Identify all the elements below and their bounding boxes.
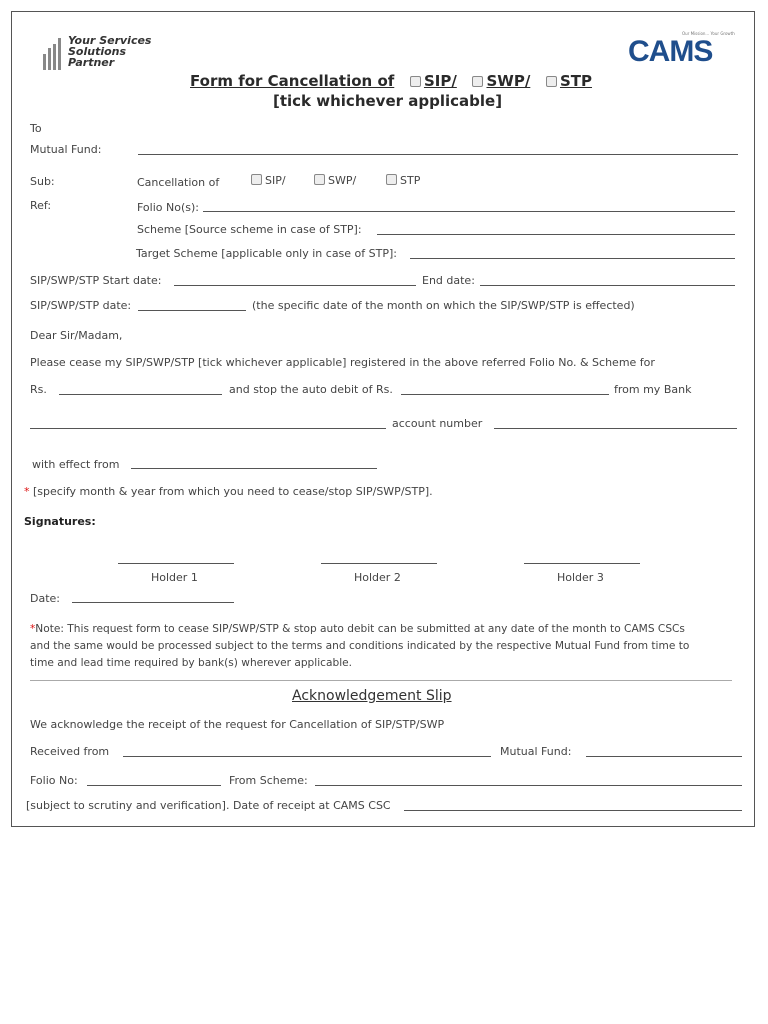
mutual-fund-label: Mutual Fund: (30, 143, 102, 156)
ref-label: Ref: (30, 199, 52, 212)
from-scheme-label: From Scheme: (229, 774, 308, 787)
sub-swp-checkbox[interactable] (314, 174, 325, 185)
specify-note: * [specify month & year from which you need to cease/stop SIP/SWP/STP]. (24, 485, 433, 498)
title-stp-checkbox[interactable] (546, 76, 557, 87)
section-divider (30, 680, 732, 681)
signatures-label: Signatures: (24, 515, 96, 528)
form-title: Form for Cancellation of SIP/ SWP/ STP (190, 72, 593, 90)
ack-folio-no-field[interactable] (87, 785, 221, 786)
logo-line-3: Partner (68, 56, 115, 69)
stop-auto-debit-label: and stop the auto debit of Rs. (229, 383, 393, 396)
ack-folio-no-label: Folio No: (30, 774, 78, 787)
account-number-label: account number (392, 417, 483, 430)
end-date-label: End date: (422, 274, 475, 287)
from-scheme-field[interactable] (315, 785, 742, 786)
sub-swp-option: SWP/ (314, 174, 356, 187)
note-line-1: Note: This request form to cease SIP/SWP/STP & stop auto debit can be submitted at any date of the month to CAMS CSCs (35, 623, 685, 635)
form-subtitle: [tick whichever applicable] (273, 92, 503, 110)
account-number-field[interactable] (494, 428, 737, 429)
salutation: Dear Sir/Madam, (30, 329, 123, 342)
date-field[interactable] (72, 602, 234, 603)
holder1-signature-field[interactable] (118, 563, 234, 564)
to-label: To (30, 122, 42, 135)
sss-date-note: (the specific date of the month on which the SIP/SWP/STP is effected) (252, 299, 635, 312)
sss-date-field[interactable] (138, 310, 246, 311)
holder3-signature-field[interactable] (524, 563, 640, 564)
bar-chart-logo-icon (42, 36, 66, 72)
please-cease-text: Please cease my SIP/SWP/STP [tick whichever applicable] registered in the above referred Folio No. & Scheme for (30, 356, 655, 369)
cams-tagline: Our Mission... Your Growth (682, 31, 735, 36)
holder1-label: Holder 1 (151, 571, 198, 584)
holder3-label: Holder 3 (557, 571, 604, 584)
ack-mutual-fund-field[interactable] (586, 756, 742, 757)
mutual-fund-field[interactable] (138, 154, 738, 155)
target-scheme-label: Target Scheme [applicable only in case of STP]: (136, 247, 397, 260)
scheme-field[interactable] (377, 234, 735, 235)
received-from-label: Received from (30, 745, 110, 758)
folio-nos-field[interactable] (203, 211, 735, 212)
target-scheme-field[interactable] (410, 258, 735, 259)
logo-line-2: Solutions (68, 45, 127, 58)
title-swp-checkbox[interactable] (472, 76, 483, 87)
sub-label: Sub: (30, 175, 55, 188)
note-line-2: and the same would be processed subject to the terms and conditions indicated by the respective Mutual Fund from time to (30, 640, 690, 652)
received-from-field[interactable] (123, 756, 491, 757)
with-effect-from-field[interactable] (131, 468, 377, 469)
rs-label: Rs. (30, 383, 47, 396)
start-date-label: SIP/SWP/STP Start date: (30, 274, 162, 287)
ack-receipt-text: We acknowledge the receipt of the request for Cancellation of SIP/STP/SWP (30, 718, 445, 731)
sub-sip-checkbox[interactable] (251, 174, 262, 185)
cams-wordmark: CAMS (628, 35, 713, 68)
holder2-label: Holder 2 (354, 571, 401, 584)
title-sip-checkbox[interactable] (410, 76, 421, 87)
folio-nos-label: Folio No(s): (137, 201, 199, 214)
form-sheet (11, 11, 755, 827)
date-of-receipt-field[interactable] (404, 810, 742, 811)
end-date-field[interactable] (480, 285, 735, 286)
cams-logo (624, 31, 744, 71)
sss-date-label: SIP/SWP/STP date: (30, 299, 132, 312)
sub-stp-option: STP (386, 174, 420, 187)
note-line-3: time and lead time required by bank(s) wherever applicable. (30, 657, 353, 669)
auto-debit-amount-field[interactable] (401, 394, 609, 395)
bank-name-field[interactable] (30, 428, 386, 429)
sub-sip-option: SIP/ (251, 174, 286, 187)
ack-mutual-fund-label: Mutual Fund: (500, 745, 572, 758)
date-label: Date: (30, 592, 60, 605)
cancellation-of-label: Cancellation of (137, 176, 220, 189)
ack-title: Acknowledgement Slip (292, 688, 452, 704)
ysp-logo (42, 34, 162, 74)
sub-stp-checkbox[interactable] (386, 174, 397, 185)
scheme-label: Scheme [Source scheme in case of STP]: (137, 223, 362, 236)
logo-line-1: Your Services (68, 34, 152, 47)
with-effect-from-label: with effect from (32, 458, 120, 471)
start-date-field[interactable] (174, 285, 416, 286)
subject-to-text: [subject to scrutiny and verification]. Date of receipt at CAMS CSC (26, 799, 391, 812)
holder2-signature-field[interactable] (321, 563, 437, 564)
from-my-bank-label: from my Bank (614, 383, 692, 396)
rs-amount-field[interactable] (59, 394, 222, 395)
note-block: *Note: This request form to cease SIP/SWP/STP & stop auto debit can be submitted at any date of the month to CAMS CSCs and the same would be processed subject to the terms and conditions indicated by the respective Mutual Fund from time to time and lead time required by bank(s) wherever applicable. (30, 621, 689, 672)
